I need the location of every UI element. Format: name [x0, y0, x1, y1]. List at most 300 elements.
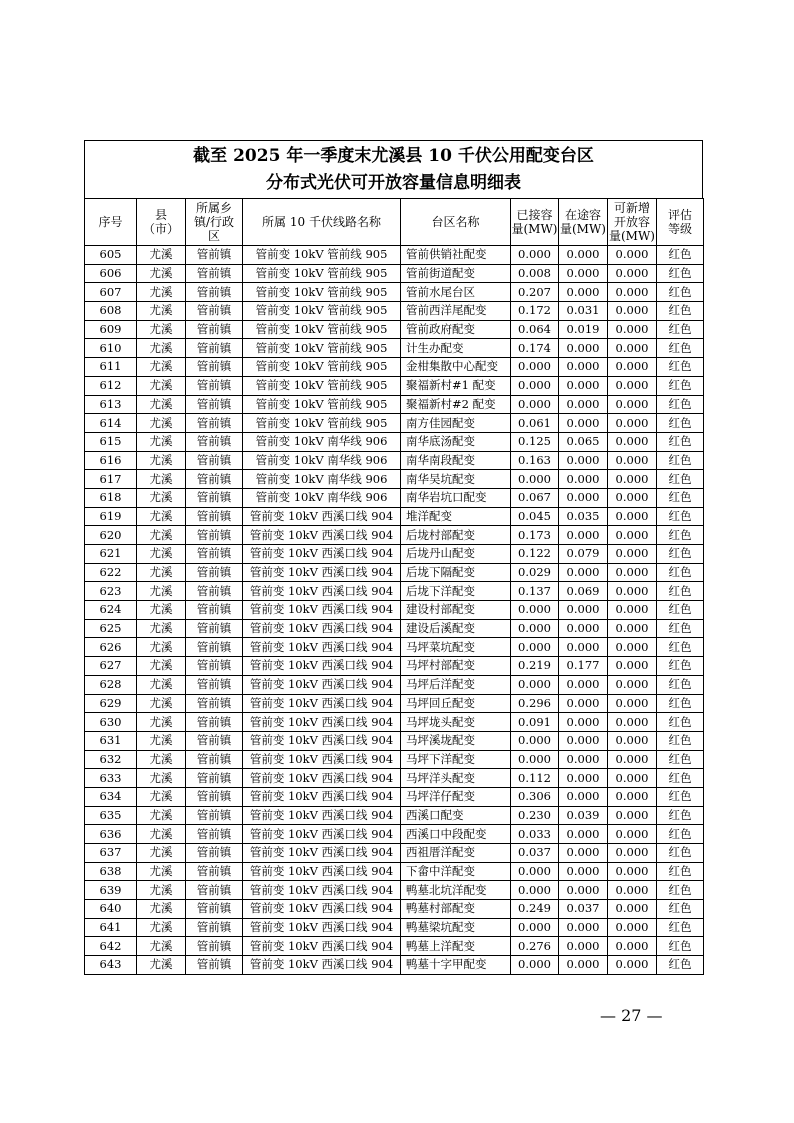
- col-level-cell: 红色: [657, 264, 704, 283]
- col-county-cell: 尤溪: [137, 956, 186, 975]
- col-available-cell: 0.000: [608, 470, 657, 489]
- col-in-progress-cell: 0.000: [559, 713, 608, 732]
- col-connected-cell: 0.276: [511, 937, 559, 956]
- col-index-cell: 631: [85, 731, 137, 750]
- col-index-cell: 626: [85, 638, 137, 657]
- col-level-cell: 红色: [657, 844, 704, 863]
- col-line-name-cell: 管前变 10kV 南华线 906: [243, 451, 401, 470]
- col-area-name-cell: 后垅下隔配变: [401, 563, 511, 582]
- col-in-progress-cell: 0.000: [559, 470, 608, 489]
- col-area-name-cell: 南华岩坑口配变: [401, 488, 511, 507]
- col-township-cell: 管前镇: [186, 302, 243, 321]
- col-available-cell: 0.000: [608, 657, 657, 676]
- col-in-progress-cell: 0.000: [559, 825, 608, 844]
- col-area-name-cell: 管前西洋尾配变: [401, 302, 511, 321]
- col-county-cell: 尤溪: [137, 414, 186, 433]
- col-line-name-cell: 管前变 10kV 西溪口线 904: [243, 862, 401, 881]
- col-county-cell: 尤溪: [137, 731, 186, 750]
- col-county-cell: 尤溪: [137, 246, 186, 265]
- col-index-cell: 619: [85, 507, 137, 526]
- col-county-cell: 尤溪: [137, 750, 186, 769]
- col-level-cell: 红色: [657, 713, 704, 732]
- table-row: [85, 806, 704, 825]
- col-index-cell: 612: [85, 376, 137, 395]
- col-index-cell: 627: [85, 657, 137, 676]
- col-township-cell: 管前镇: [186, 395, 243, 414]
- col-in-progress-cell: 0.035: [559, 507, 608, 526]
- col-county-cell: 尤溪: [137, 900, 186, 919]
- table-row: [85, 488, 704, 507]
- col-in-progress-cell: 0.000: [559, 358, 608, 377]
- col-township-cell: 管前镇: [186, 956, 243, 975]
- col-level-cell: 红色: [657, 507, 704, 526]
- table-row: [85, 750, 704, 769]
- col-available-cell: 0.000: [608, 731, 657, 750]
- col-index-cell: 638: [85, 862, 137, 881]
- col-connected-cell: 0.125: [511, 432, 559, 451]
- page-number: — 27 —: [600, 1006, 663, 1025]
- col-area-name-cell: 西溪口中段配变: [401, 825, 511, 844]
- col-line-name-cell: 管前变 10kV 管前线 905: [243, 320, 401, 339]
- col-area-name-cell: 马坪洋仔配变: [401, 787, 511, 806]
- col-line-name-cell: 管前变 10kV 西溪口线 904: [243, 844, 401, 863]
- col-township-cell: 管前镇: [186, 470, 243, 489]
- col-connected-cell: 0.174: [511, 339, 559, 358]
- table-row: [85, 675, 704, 694]
- table-row: [85, 694, 704, 713]
- col-area-name-cell: 南方佳园配变: [401, 414, 511, 433]
- col-line-name-cell: 管前变 10kV 西溪口线 904: [243, 638, 401, 657]
- col-township-cell: 管前镇: [186, 787, 243, 806]
- col-line-name-cell: 管前变 10kV 管前线 905: [243, 302, 401, 321]
- col-connected-cell: 0.037: [511, 844, 559, 863]
- col-line-name-cell: 管前变 10kV 南华线 906: [243, 432, 401, 451]
- title-line-1: 截至 2025 年一季度末尤溪县 10 千伏公用配变台区: [193, 146, 594, 166]
- col-area-name-cell: 后垅下洋配变: [401, 582, 511, 601]
- col-area-name-cell: 管前街道配变: [401, 264, 511, 283]
- col-county-cell: 尤溪: [137, 376, 186, 395]
- col-index-cell: 635: [85, 806, 137, 825]
- col-index-cell: 643: [85, 956, 137, 975]
- col-in-progress-cell: 0.079: [559, 545, 608, 564]
- col-connected-cell: 0.000: [511, 862, 559, 881]
- col-index-cell: 613: [85, 395, 137, 414]
- col-area-name-cell: 马坪菜坑配变: [401, 638, 511, 657]
- col-in-progress-cell: 0.000: [559, 283, 608, 302]
- col-level-cell: 红色: [657, 432, 704, 451]
- table-row: [85, 470, 704, 489]
- col-line-name-cell: 管前变 10kV 西溪口线 904: [243, 956, 401, 975]
- col-connected-cell: 0.172: [511, 302, 559, 321]
- table-row: [85, 246, 704, 265]
- col-in-progress-cell: 0.000: [559, 844, 608, 863]
- col-county-cell: 尤溪: [137, 545, 186, 564]
- col-area-name-cell: 后垅村部配变: [401, 526, 511, 545]
- col-level-cell: 红色: [657, 283, 704, 302]
- col-level-cell: 红色: [657, 769, 704, 788]
- col-connected-cell: 0.000: [511, 956, 559, 975]
- table-row: [85, 713, 704, 732]
- col-connected-cell: 0.061: [511, 414, 559, 433]
- col-line-name-cell: 管前变 10kV 西溪口线 904: [243, 619, 401, 638]
- col-level-cell: 红色: [657, 694, 704, 713]
- col-county-cell: 尤溪: [137, 619, 186, 638]
- col-area-name-cell: 计生办配变: [401, 339, 511, 358]
- col-area-name-cell: 马坪村部配变: [401, 657, 511, 676]
- col-available-cell: 0.000: [608, 638, 657, 657]
- table-row: [85, 844, 704, 863]
- document-sheet: [84, 140, 703, 975]
- col-township-cell: 管前镇: [186, 825, 243, 844]
- col-area-name-cell: 西祖厝洋配变: [401, 844, 511, 863]
- col-in-progress-cell: 0.000: [559, 956, 608, 975]
- col-level-cell: 红色: [657, 638, 704, 657]
- col-available-cell: 0.000: [608, 264, 657, 283]
- col-available-cell: 0.000: [608, 526, 657, 545]
- table-row: [85, 619, 704, 638]
- col-line-name-cell: 管前变 10kV 西溪口线 904: [243, 750, 401, 769]
- col-county-cell: 尤溪: [137, 918, 186, 937]
- col-township-cell: 管前镇: [186, 769, 243, 788]
- col-level-cell: 红色: [657, 825, 704, 844]
- col-line-name-cell: 管前变 10kV 西溪口线 904: [243, 507, 401, 526]
- col-index-cell: 629: [85, 694, 137, 713]
- col-area-name-cell: 管前供销社配变: [401, 246, 511, 265]
- col-level-cell: 红色: [657, 526, 704, 545]
- col-area-name-cell: 管前水尾台区: [401, 283, 511, 302]
- table-header-row: [85, 199, 704, 246]
- col-line-name-cell: 管前变 10kV 西溪口线 904: [243, 601, 401, 620]
- col-area-name-cell: 鸭墓北坑洋配变: [401, 881, 511, 900]
- table-row: [85, 414, 704, 433]
- col-in-progress-cell: 0.000: [559, 526, 608, 545]
- col-level-cell: 红色: [657, 320, 704, 339]
- col-index-cell: 642: [85, 937, 137, 956]
- col-available-cell: 0.000: [608, 900, 657, 919]
- title-line-2: 分布式光伏可开放容量信息明细表: [266, 173, 521, 193]
- col-county-cell: 尤溪: [137, 657, 186, 676]
- col-level-cell: 红色: [657, 862, 704, 881]
- col-index-cell: 618: [85, 488, 137, 507]
- col-in-progress-cell: 0.000: [559, 862, 608, 881]
- col-index-cell: 617: [85, 470, 137, 489]
- col-county-cell: 尤溪: [137, 769, 186, 788]
- table-row: [85, 507, 704, 526]
- col-available-cell: 0.000: [608, 787, 657, 806]
- col-index-cell: 614: [85, 414, 137, 433]
- col-line-name-cell: 管前变 10kV 西溪口线 904: [243, 657, 401, 676]
- col-index-cell: 634: [85, 787, 137, 806]
- col-township-cell: 管前镇: [186, 881, 243, 900]
- col-township-cell: 管前镇: [186, 563, 243, 582]
- col-county-cell: 尤溪: [137, 844, 186, 863]
- col-line-name-cell: 管前变 10kV 西溪口线 904: [243, 918, 401, 937]
- col-area-name-cell: 马坪垅头配变: [401, 713, 511, 732]
- col-connected-cell: 0.000: [511, 731, 559, 750]
- col-available-cell: 0.000: [608, 302, 657, 321]
- col-county-cell: 尤溪: [137, 937, 186, 956]
- col-index-cell: 633: [85, 769, 137, 788]
- col-in-progress-cell: 0.000: [559, 264, 608, 283]
- col-available-cell: 0.000: [608, 582, 657, 601]
- col-line-name-cell: 管前变 10kV 管前线 905: [243, 414, 401, 433]
- col-index-cell: 623: [85, 582, 137, 601]
- col-township-cell: 管前镇: [186, 246, 243, 265]
- col-township-cell: 管前镇: [186, 657, 243, 676]
- table-row: [85, 264, 704, 283]
- col-county-cell: 尤溪: [137, 881, 186, 900]
- col-level-cell: 红色: [657, 881, 704, 900]
- col-connected-cell: 0.306: [511, 787, 559, 806]
- table-row: [85, 358, 704, 377]
- col-township-cell: 管前镇: [186, 713, 243, 732]
- col-in-progress-cell: 0.000: [559, 414, 608, 433]
- table-row: [85, 918, 704, 937]
- col-available-cell: 0.000: [608, 694, 657, 713]
- col-connected-cell: 0.029: [511, 563, 559, 582]
- col-level-cell: 红色: [657, 545, 704, 564]
- col-available-cell: 0.000: [608, 563, 657, 582]
- col-in-progress-cell: 0.000: [559, 750, 608, 769]
- col-available-cell: 0.000: [608, 545, 657, 564]
- col-township-cell: 管前镇: [186, 432, 243, 451]
- table-row: [85, 881, 704, 900]
- col-line-name-cell: 管前变 10kV 南华线 906: [243, 488, 401, 507]
- table-row: [85, 582, 704, 601]
- header-col-area-name: 台区名称: [401, 199, 511, 246]
- col-level-cell: 红色: [657, 488, 704, 507]
- col-available-cell: 0.000: [608, 750, 657, 769]
- col-available-cell: 0.000: [608, 283, 657, 302]
- col-available-cell: 0.000: [608, 619, 657, 638]
- col-county-cell: 尤溪: [137, 264, 186, 283]
- col-index-cell: 640: [85, 900, 137, 919]
- table-row: [85, 787, 704, 806]
- table-row: [85, 731, 704, 750]
- col-level-cell: 红色: [657, 376, 704, 395]
- col-level-cell: 红色: [657, 302, 704, 321]
- col-county-cell: 尤溪: [137, 320, 186, 339]
- table-row: [85, 956, 704, 975]
- col-township-cell: 管前镇: [186, 694, 243, 713]
- col-county-cell: 尤溪: [137, 507, 186, 526]
- col-township-cell: 管前镇: [186, 844, 243, 863]
- col-level-cell: 红色: [657, 339, 704, 358]
- col-line-name-cell: 管前变 10kV 管前线 905: [243, 246, 401, 265]
- col-county-cell: 尤溪: [137, 787, 186, 806]
- col-county-cell: 尤溪: [137, 339, 186, 358]
- col-level-cell: 红色: [657, 619, 704, 638]
- col-county-cell: 尤溪: [137, 563, 186, 582]
- table-row: [85, 302, 704, 321]
- col-area-name-cell: 建设后溪配变: [401, 619, 511, 638]
- table-row: [85, 937, 704, 956]
- col-area-name-cell: 聚福新村#1 配变: [401, 376, 511, 395]
- col-in-progress-cell: 0.037: [559, 900, 608, 919]
- col-index-cell: 622: [85, 563, 137, 582]
- col-available-cell: 0.000: [608, 862, 657, 881]
- col-line-name-cell: 管前变 10kV 西溪口线 904: [243, 806, 401, 825]
- col-in-progress-cell: 0.069: [559, 582, 608, 601]
- table-row: [85, 451, 704, 470]
- col-area-name-cell: 马坪洋头配变: [401, 769, 511, 788]
- col-township-cell: 管前镇: [186, 601, 243, 620]
- header-col-in-progress: 在途容 量(MW): [559, 199, 608, 246]
- col-line-name-cell: 管前变 10kV 西溪口线 904: [243, 881, 401, 900]
- col-township-cell: 管前镇: [186, 545, 243, 564]
- col-connected-cell: 0.163: [511, 451, 559, 470]
- col-township-cell: 管前镇: [186, 731, 243, 750]
- col-line-name-cell: 管前变 10kV 西溪口线 904: [243, 563, 401, 582]
- col-connected-cell: 0.000: [511, 358, 559, 377]
- header-col-township: 所属乡 镇/行政 区: [186, 199, 243, 246]
- col-township-cell: 管前镇: [186, 376, 243, 395]
- col-index-cell: 621: [85, 545, 137, 564]
- col-available-cell: 0.000: [608, 881, 657, 900]
- col-line-name-cell: 管前变 10kV 西溪口线 904: [243, 731, 401, 750]
- col-township-cell: 管前镇: [186, 283, 243, 302]
- col-available-cell: 0.000: [608, 246, 657, 265]
- col-in-progress-cell: 0.000: [559, 731, 608, 750]
- col-county-cell: 尤溪: [137, 825, 186, 844]
- col-line-name-cell: 管前变 10kV 西溪口线 904: [243, 787, 401, 806]
- col-line-name-cell: 管前变 10kV 西溪口线 904: [243, 675, 401, 694]
- col-index-cell: 607: [85, 283, 137, 302]
- col-in-progress-cell: 0.000: [559, 395, 608, 414]
- col-county-cell: 尤溪: [137, 451, 186, 470]
- col-connected-cell: 0.000: [511, 395, 559, 414]
- col-county-cell: 尤溪: [137, 582, 186, 601]
- col-connected-cell: 0.000: [511, 750, 559, 769]
- col-line-name-cell: 管前变 10kV 管前线 905: [243, 283, 401, 302]
- col-index-cell: 609: [85, 320, 137, 339]
- col-available-cell: 0.000: [608, 601, 657, 620]
- table-row: [85, 601, 704, 620]
- header-col-line-name: 所属 10 千伏线路名称: [243, 199, 401, 246]
- col-available-cell: 0.000: [608, 432, 657, 451]
- col-township-cell: 管前镇: [186, 264, 243, 283]
- col-in-progress-cell: 0.000: [559, 937, 608, 956]
- header-col-available: 可新增 开放容 量(MW): [608, 199, 657, 246]
- table-row: [85, 376, 704, 395]
- col-in-progress-cell: 0.031: [559, 302, 608, 321]
- col-county-cell: 尤溪: [137, 601, 186, 620]
- col-county-cell: 尤溪: [137, 638, 186, 657]
- col-in-progress-cell: 0.000: [559, 563, 608, 582]
- col-index-cell: 610: [85, 339, 137, 358]
- col-line-name-cell: 管前变 10kV 管前线 905: [243, 395, 401, 414]
- col-available-cell: 0.000: [608, 395, 657, 414]
- col-township-cell: 管前镇: [186, 526, 243, 545]
- col-township-cell: 管前镇: [186, 675, 243, 694]
- col-connected-cell: 0.008: [511, 264, 559, 283]
- col-connected-cell: 0.112: [511, 769, 559, 788]
- col-available-cell: 0.000: [608, 507, 657, 526]
- col-connected-cell: 0.122: [511, 545, 559, 564]
- col-township-cell: 管前镇: [186, 339, 243, 358]
- col-available-cell: 0.000: [608, 956, 657, 975]
- col-township-cell: 管前镇: [186, 862, 243, 881]
- col-township-cell: 管前镇: [186, 507, 243, 526]
- col-level-cell: 红色: [657, 787, 704, 806]
- col-available-cell: 0.000: [608, 918, 657, 937]
- col-available-cell: 0.000: [608, 376, 657, 395]
- col-in-progress-cell: 0.000: [559, 376, 608, 395]
- col-area-name-cell: 南华吴坑配变: [401, 470, 511, 489]
- col-level-cell: 红色: [657, 395, 704, 414]
- table-row: [85, 283, 704, 302]
- table-row: [85, 432, 704, 451]
- col-in-progress-cell: 0.019: [559, 320, 608, 339]
- col-connected-cell: 0.064: [511, 320, 559, 339]
- col-level-cell: 红色: [657, 451, 704, 470]
- table-row: [85, 339, 704, 358]
- col-township-cell: 管前镇: [186, 750, 243, 769]
- col-index-cell: 608: [85, 302, 137, 321]
- capacity-table: [84, 198, 704, 975]
- col-in-progress-cell: 0.177: [559, 657, 608, 676]
- col-available-cell: 0.000: [608, 358, 657, 377]
- col-available-cell: 0.000: [608, 769, 657, 788]
- col-level-cell: 红色: [657, 675, 704, 694]
- col-index-cell: 624: [85, 601, 137, 620]
- col-connected-cell: 0.000: [511, 470, 559, 489]
- col-available-cell: 0.000: [608, 844, 657, 863]
- col-available-cell: 0.000: [608, 713, 657, 732]
- col-area-name-cell: 马坪下洋配变: [401, 750, 511, 769]
- col-county-cell: 尤溪: [137, 432, 186, 451]
- col-level-cell: 红色: [657, 900, 704, 919]
- table-row: [85, 638, 704, 657]
- col-county-cell: 尤溪: [137, 470, 186, 489]
- header-col-county: 县 （市）: [137, 199, 186, 246]
- col-area-name-cell: 鸭墓十字甲配变: [401, 956, 511, 975]
- table-row: [85, 900, 704, 919]
- col-township-cell: 管前镇: [186, 937, 243, 956]
- col-line-name-cell: 管前变 10kV 南华线 906: [243, 470, 401, 489]
- col-township-cell: 管前镇: [186, 320, 243, 339]
- col-county-cell: 尤溪: [137, 358, 186, 377]
- col-connected-cell: 0.000: [511, 918, 559, 937]
- col-in-progress-cell: 0.065: [559, 432, 608, 451]
- col-county-cell: 尤溪: [137, 694, 186, 713]
- col-county-cell: 尤溪: [137, 713, 186, 732]
- col-level-cell: 红色: [657, 918, 704, 937]
- col-county-cell: 尤溪: [137, 675, 186, 694]
- col-area-name-cell: 南华南段配变: [401, 451, 511, 470]
- col-available-cell: 0.000: [608, 675, 657, 694]
- col-available-cell: 0.000: [608, 937, 657, 956]
- col-index-cell: 637: [85, 844, 137, 863]
- col-county-cell: 尤溪: [137, 395, 186, 414]
- col-index-cell: 630: [85, 713, 137, 732]
- col-connected-cell: 0.000: [511, 638, 559, 657]
- header-col-connected: 已接容 量(MW): [511, 199, 559, 246]
- header-col-index: 序号: [85, 199, 137, 246]
- col-in-progress-cell: 0.000: [559, 619, 608, 638]
- col-line-name-cell: 管前变 10kV 管前线 905: [243, 339, 401, 358]
- col-connected-cell: 0.137: [511, 582, 559, 601]
- col-county-cell: 尤溪: [137, 283, 186, 302]
- col-index-cell: 605: [85, 246, 137, 265]
- col-in-progress-cell: 0.000: [559, 246, 608, 265]
- col-index-cell: 615: [85, 432, 137, 451]
- col-township-cell: 管前镇: [186, 638, 243, 657]
- col-line-name-cell: 管前变 10kV 管前线 905: [243, 264, 401, 283]
- col-available-cell: 0.000: [608, 451, 657, 470]
- col-available-cell: 0.000: [608, 339, 657, 358]
- col-index-cell: 625: [85, 619, 137, 638]
